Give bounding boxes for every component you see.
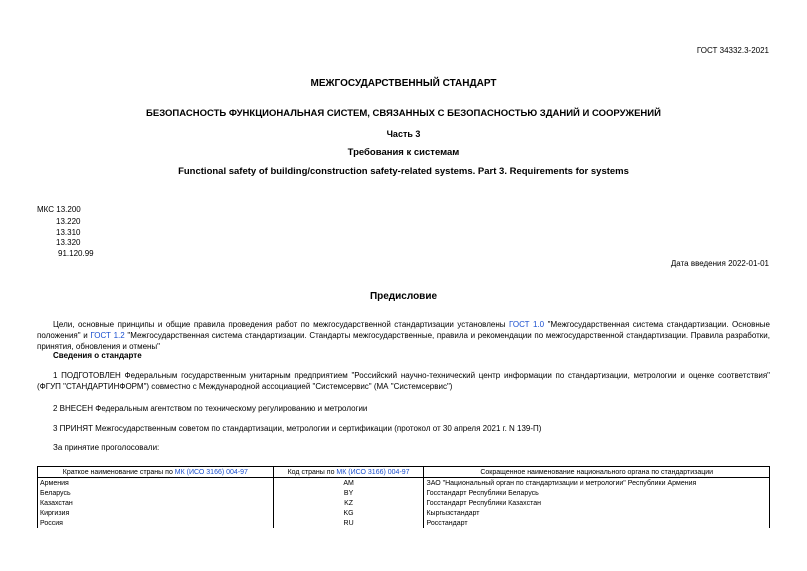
table-header-row — [38, 467, 770, 478]
body-cell: Росстандарт — [424, 518, 770, 528]
table-row — [38, 498, 770, 508]
code-cell: RU — [273, 518, 424, 528]
column-header-country: Краткое наименование страны по МК (ИСО 3166) 004-97 — [38, 467, 274, 478]
column-header-body: Сокращенное наименование национального органа по стандартизации — [424, 467, 770, 478]
code-cell: KG — [273, 508, 424, 518]
code-cell: AM — [273, 478, 424, 489]
document-code: ГОСТ 34332.3-2021 — [696, 46, 769, 55]
body-cell: Кыргызстандарт — [424, 508, 770, 518]
introduction-date: Дата введения 2022-01-01 — [670, 259, 769, 268]
preface-text-3: "Межгосударственная система стандартизации. Стандарты межгосударственные, правила и рекомендации по межгосударственной стандартизации. Правила разработки, принятия, обновления и отмены" — [37, 331, 770, 351]
standard-info-heading: Сведения о стандарте — [53, 351, 142, 360]
gost-1-2-link[interactable]: ГОСТ 1.2 — [90, 331, 125, 340]
mk-iso-link[interactable]: МК (ИСО 3166) 004-97 — [174, 468, 248, 476]
column-header-code: Код страны по МК (ИСО 3166) 004-97 — [273, 467, 424, 478]
body-cell: Госстандарт Республики Беларусь — [424, 488, 770, 498]
item-3: 3 ПРИНЯТ Межгосударственным советом по стандартизации, метрологии и сертификации (протокол от 30 апреля 2021 г. N 139-П) — [53, 424, 542, 433]
item-2: 2 ВНЕСЕН Федеральным агентством по техническому регулированию и метрологии — [53, 404, 368, 413]
mks-code-3: 13.310 — [56, 228, 81, 237]
mks-code-5: 91.120.99 — [58, 249, 94, 258]
body-cell: Госстандарт Республики Казахстан — [424, 498, 770, 508]
body-cell: ЗАО "Национальный орган по стандартизации и метрологии" Республики Армения — [424, 478, 770, 489]
mks-code-4: 13.320 — [56, 238, 81, 247]
country-cell: Беларусь — [38, 488, 274, 498]
part-title: Требования к системам — [347, 147, 460, 158]
country-cell: Киргизия — [38, 508, 274, 518]
table-row — [38, 478, 770, 489]
mks-code-2: 13.220 — [56, 217, 81, 226]
gost-1-0-link[interactable]: ГОСТ 1.0 — [509, 320, 545, 329]
country-cell: Армения — [38, 478, 274, 489]
item-1-text: 1 ПОДГОТОВЛЕН Федеральным государственным унитарным предприятием "Российский научно-технический центр информации по стандартизации, метрологии и оценке соответствия" (ФГУП "СТАНДАРТИНФОРМ") совместно с Международной ассоциацией "Системсервис" (МА "Системсервис") — [37, 371, 770, 391]
code-cell: BY — [273, 488, 424, 498]
standard-type-title: МЕЖГОСУДАРСТВЕННЫЙ СТАНДАРТ — [310, 78, 497, 89]
table-row — [38, 508, 770, 518]
country-cell: Казахстан — [38, 498, 274, 508]
country-cell: Россия — [38, 518, 274, 528]
code-cell: KZ — [273, 498, 424, 508]
voted-label: За принятие проголосовали: — [53, 443, 160, 452]
preface-paragraph — [37, 319, 770, 352]
preface-heading: Предисловие — [369, 291, 438, 302]
mks-code: 13.200 — [56, 205, 81, 214]
preface-text-1: Цели, основные принципы и общие правила проведения работ по межгосударственной стандартизации установлены — [53, 320, 510, 329]
mk-iso-link[interactable]: МК (ИСО 3166) 004-97 — [336, 468, 410, 476]
english-title: Functional safety of building/construction safety-related systems. Part 3. Requirements for systems — [178, 166, 629, 177]
preface-text-2: "Межгосударственная система стандартизации. Основные положения" и — [37, 320, 770, 340]
part-number: Часть 3 — [386, 129, 421, 139]
mks-code-1 — [37, 206, 81, 214]
table-row — [38, 488, 770, 498]
mks-label: МКС — [37, 205, 55, 214]
item-1 — [37, 370, 770, 392]
table-row — [38, 518, 770, 528]
voting-table — [37, 466, 770, 528]
standard-subject-title: БЕЗОПАСНОСТЬ ФУНКЦИОНАЛЬНАЯ СИСТЕМ, СВЯЗАННЫХ С БЕЗОПАСНОСТЬЮ ЗДАНИЙ И СООРУЖЕНИЙ — [146, 108, 661, 119]
